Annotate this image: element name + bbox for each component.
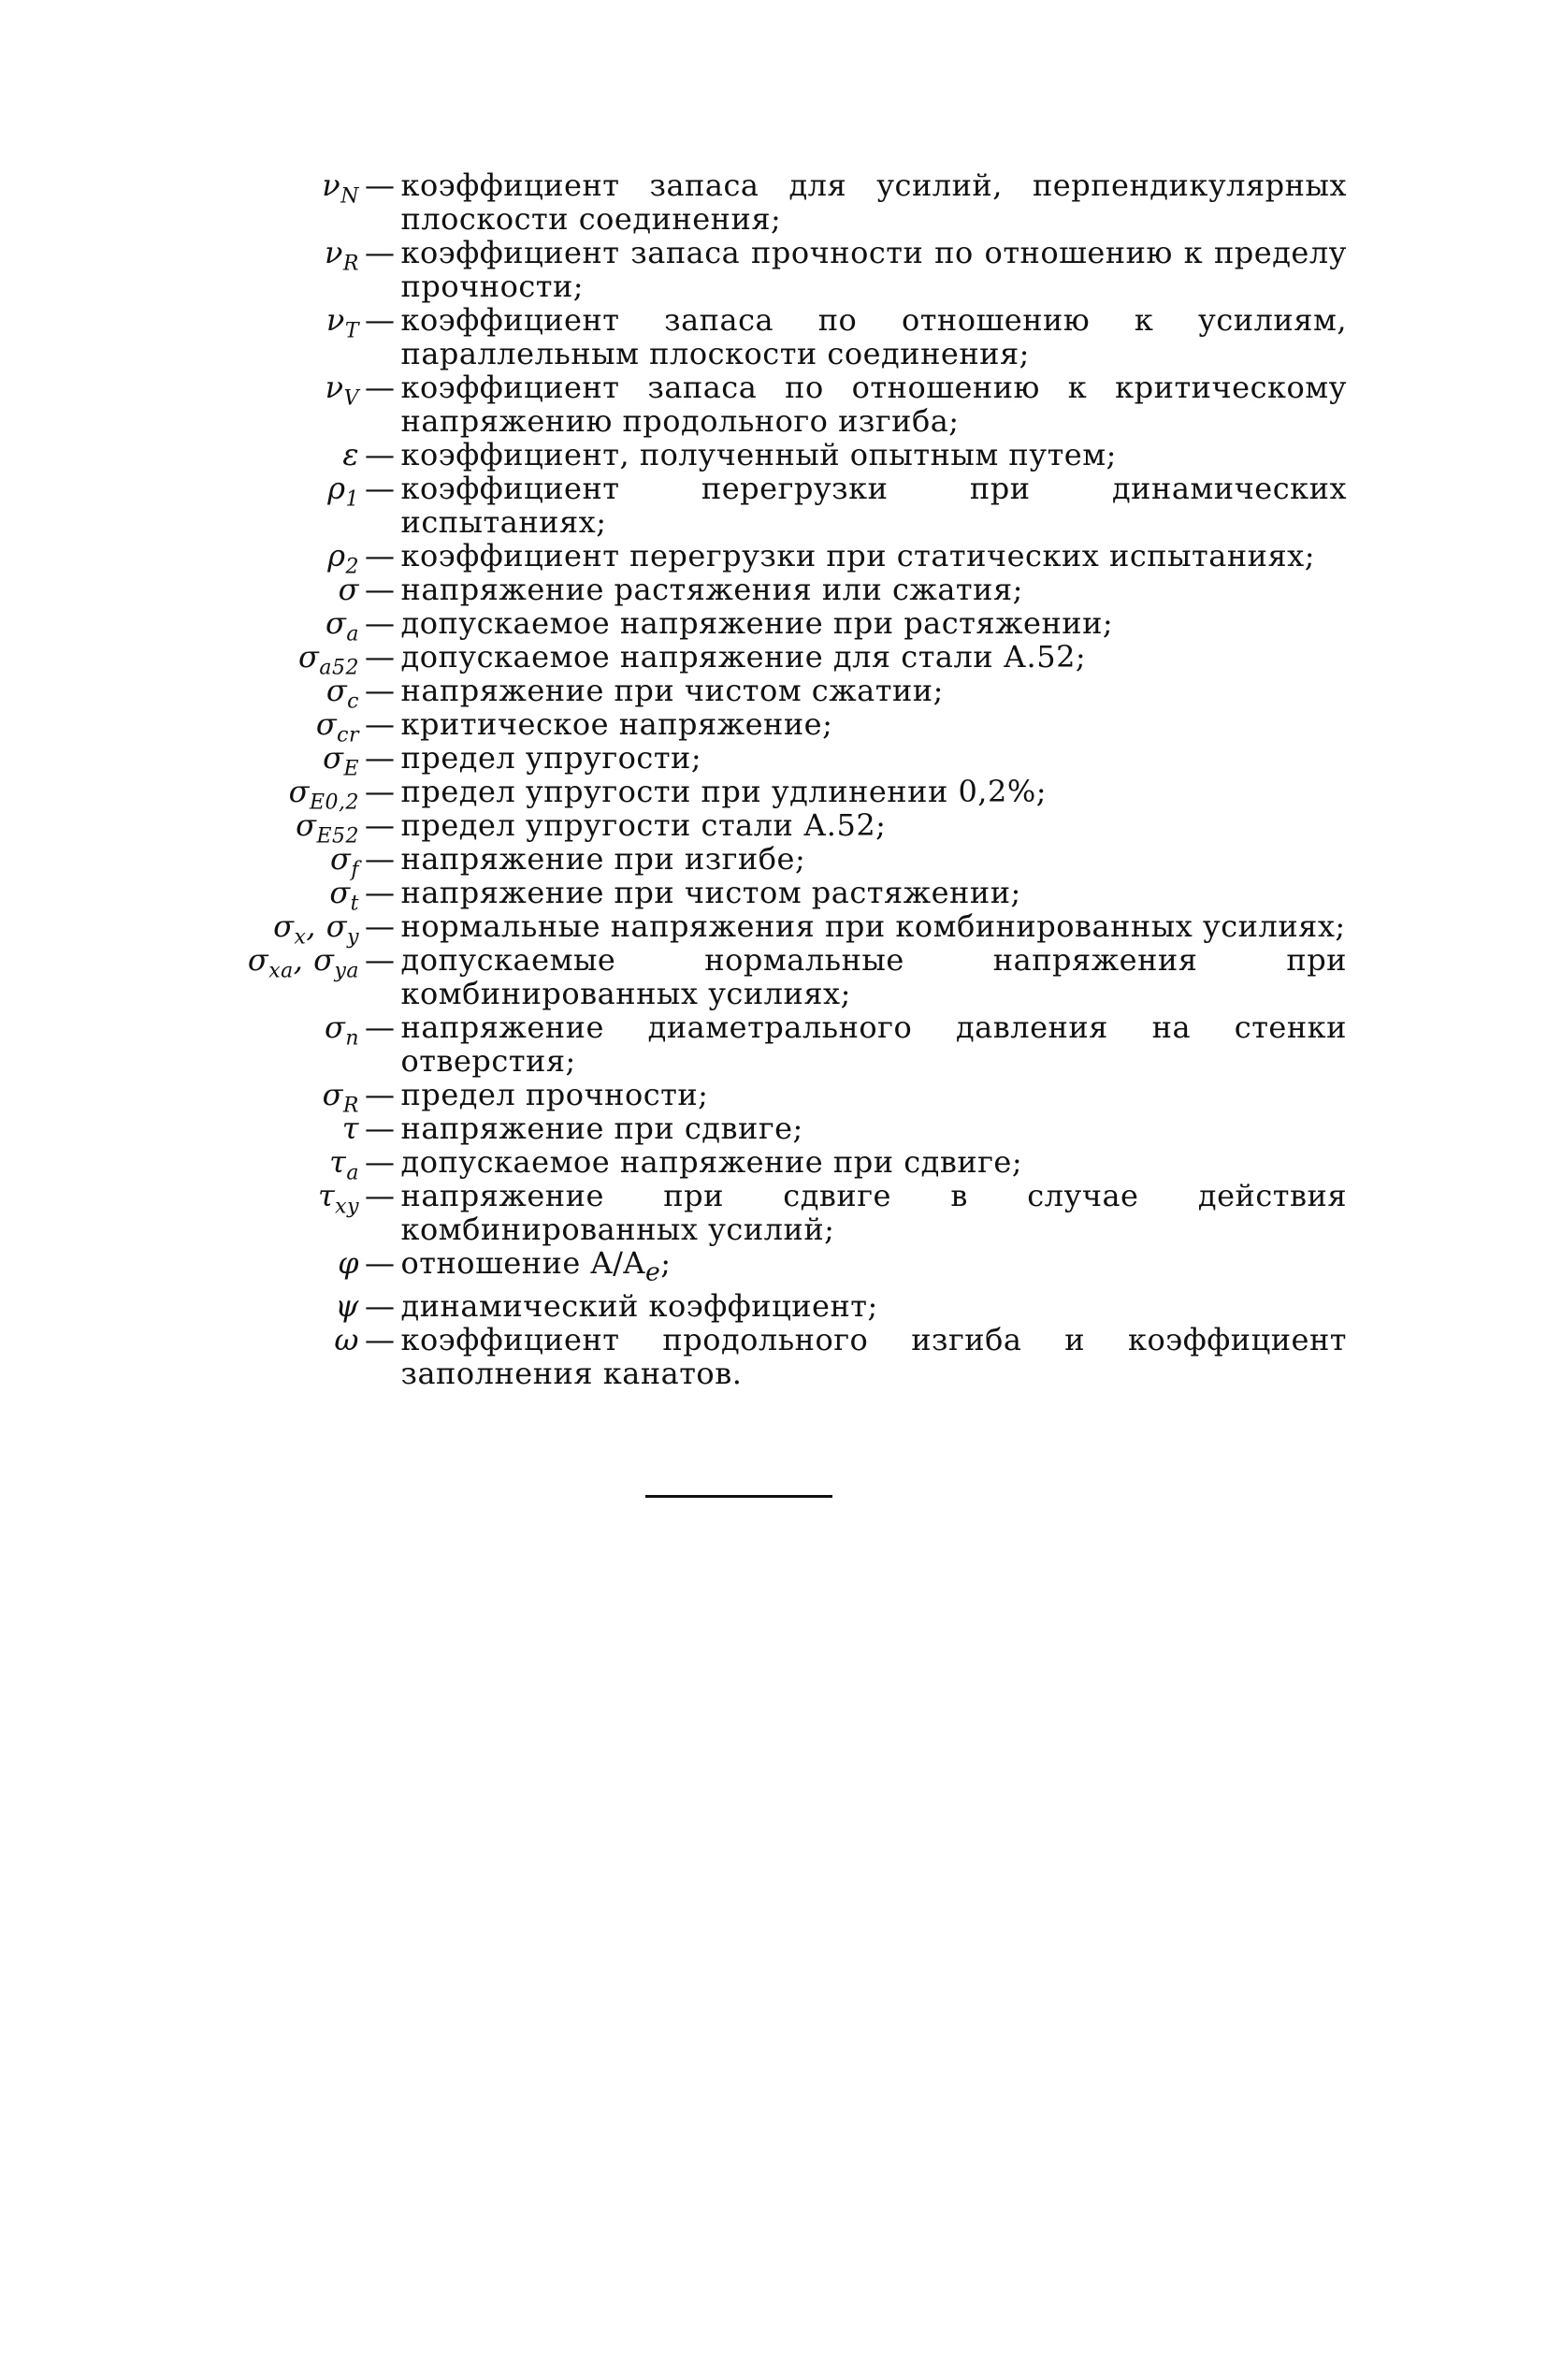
notation-entry (150, 303, 1347, 370)
symbol-subscript: a (346, 622, 359, 646)
symbol-letter: σ (325, 605, 347, 641)
symbol-subscript: E0,2 (309, 791, 359, 815)
notation-description: предел прочности; (400, 1077, 709, 1112)
definition-dash: — (365, 1288, 396, 1325)
notation-symbol (150, 807, 365, 849)
notation-description: допускаемое напряжение для стали А.52; (400, 639, 1087, 675)
notation-symbol (150, 1077, 365, 1118)
notation-symbol (150, 673, 365, 714)
definition-dash: — (365, 1009, 396, 1045)
symbol-subscript: x (294, 925, 307, 950)
notation-symbol (150, 573, 365, 606)
notation-entry (150, 1179, 1347, 1246)
notation-description: напряжение растяжения или сжатия; (400, 572, 1023, 607)
symbol-letter: σ (323, 740, 344, 776)
notation-symbol (150, 1144, 365, 1185)
notation-entry (150, 1246, 1347, 1289)
symbol-letter: ψ (335, 1288, 359, 1325)
symbol-letter: σ (325, 908, 348, 944)
section-end-rule (645, 1495, 832, 1498)
symbol-letter: σ (325, 673, 348, 708)
notation-entry (150, 236, 1347, 303)
notation-symbol: $\sigma_{xa}$, $\sigma_{ya}$ (247, 942, 359, 983)
notation-symbol (150, 875, 365, 916)
definition-dash: — (365, 605, 396, 641)
notation-description: напряжение при чистом сжатии; (400, 673, 944, 708)
symbol-subscript: n (345, 1026, 359, 1051)
symbol-subscript: cr (337, 723, 359, 747)
notation-entry (150, 168, 1347, 236)
notation-symbol (150, 639, 365, 680)
notation-description: напряжение при изгибе; (400, 841, 806, 877)
symbol-subscript: T (344, 319, 359, 343)
symbol-subscript: y (347, 925, 359, 950)
symbol-subscript: R (342, 1094, 359, 1118)
description-subscript: e (645, 1257, 661, 1287)
notation-description: предел упругости при удлинении 0,2%; (400, 774, 1048, 809)
definition-dash: — (365, 875, 396, 910)
notation-entry (150, 1111, 1347, 1145)
definition-dash: — (365, 706, 396, 742)
definition-dash: — (365, 370, 396, 405)
symbol-letter: τ (317, 1178, 336, 1213)
symbol-letter: σ (338, 572, 359, 607)
notation-entry (150, 841, 1347, 882)
symbol-subscript: 2 (345, 555, 359, 579)
symbol-letter: ρ (327, 471, 346, 506)
definition-dash: — (365, 1178, 396, 1213)
notation-list (150, 168, 1347, 1390)
notation-symbol (150, 1009, 365, 1051)
notation-entry (150, 538, 1347, 579)
notation-entry (150, 1323, 1347, 1390)
symbol-letter: σ (315, 706, 338, 742)
symbol-subscript: N (340, 184, 359, 209)
symbol-subscript: t (350, 892, 359, 916)
notation-description: критическое напряжение; (400, 706, 833, 742)
definition-dash: — (365, 807, 396, 843)
notation-entry (150, 1289, 1347, 1323)
notation-entry (150, 706, 1347, 747)
definition-dash: — (365, 673, 396, 708)
notation-entry (150, 605, 1347, 646)
notation-entry (150, 1010, 1347, 1078)
notation-entry (150, 673, 1347, 714)
symbol-letter: τ (341, 1110, 359, 1146)
notation-description: коэффициент запаса прочности по отношению к пределу прочности; (400, 235, 1347, 304)
notation-description: коэффициент запаса для усилий, перпендикулярных плоскости соединения; (400, 167, 1347, 237)
symbol-letter: σ (298, 639, 320, 675)
definition-dash: — (365, 302, 396, 338)
symbol-letter: ν (322, 167, 341, 203)
definition-dash: — (365, 908, 396, 944)
notation-symbol (150, 1178, 365, 1219)
symbol-letter: σ (296, 807, 317, 843)
symbol-subscript: xy (335, 1195, 359, 1219)
notation-symbol (150, 706, 365, 747)
notation-symbol (150, 538, 365, 579)
definition-dash: — (365, 572, 396, 607)
notation-entry (150, 639, 1347, 680)
notation-symbol (150, 167, 365, 209)
definition-dash: — (365, 942, 396, 978)
definition-dash: — (365, 1077, 396, 1112)
definition-dash: — (365, 774, 396, 809)
symbol-letter: σ (273, 908, 295, 944)
symbol-letter: ε (342, 437, 359, 472)
notation-entry (150, 943, 1347, 1010)
notation-symbol (150, 1323, 365, 1357)
notation-description: допускаемые нормальные напряжения при комбинированных усилиях; (400, 942, 1347, 1011)
notation-entry (150, 472, 1347, 539)
definition-dash: — (365, 1110, 396, 1146)
definition-dash: — (365, 437, 396, 472)
symbol-subscript: R (342, 252, 359, 276)
notation-entry (150, 438, 1347, 472)
notation-description: напряжение при сдвиге в случае действия комбинированных усилий; (400, 1178, 1347, 1247)
notation-entry (150, 875, 1347, 916)
notation-description: коэффициент запаса по отношению к критическому напряжению продольного изгиба; (400, 370, 1347, 439)
notation-description: допускаемое напряжение при растяжении; (400, 605, 1114, 641)
symbol-subscript: E (343, 757, 359, 781)
notation-description: коэффициент перегрузки при статических испытаниях; (400, 538, 1315, 573)
definition-dash: — (365, 841, 396, 877)
symbol-letter: τ (329, 1144, 347, 1180)
notation-symbol: $\sigma_x$, $\sigma_y$ (273, 908, 359, 950)
symbol-letter: σ (330, 841, 352, 877)
symbol-letter: ν (325, 302, 345, 338)
notation-description: предел упругости стали А.52; (400, 807, 887, 843)
notation-description: напряжение диаметрального давления на стенки отверстия; (400, 1009, 1347, 1079)
notation-symbol (150, 370, 365, 411)
definition-dash: — (365, 235, 396, 270)
notation-entry (150, 370, 1347, 438)
notation-symbol (150, 302, 365, 343)
symbol-subscript: a (346, 1161, 359, 1185)
symbol-subscript: xa (268, 959, 294, 983)
symbol-subscript: f (351, 858, 359, 882)
definition-dash: — (365, 639, 396, 675)
definition-dash: — (365, 167, 396, 203)
notation-symbol (150, 605, 365, 646)
symbol-letter: σ (329, 875, 351, 910)
symbol-subscript: a52 (319, 656, 359, 680)
notation-description: динамический коэффициент; (400, 1288, 878, 1325)
definition-dash: — (365, 471, 396, 506)
symbol-letter: ρ (327, 538, 346, 573)
notation-entry (150, 807, 1347, 849)
notation-entry (150, 1144, 1347, 1185)
notation-description: коэффициент продольного изгиба и коэффициент заполнения канатов. (400, 1322, 1347, 1392)
notation-description: нормальные напряжения при комбинированных усилиях; (400, 908, 1346, 944)
notation-symbol (150, 235, 365, 276)
notation-entry (150, 740, 1347, 781)
symbol-subscript: c (347, 689, 359, 714)
notation-entry (150, 573, 1347, 606)
definition-dash: — (365, 1245, 396, 1281)
notation-symbol (150, 1289, 365, 1323)
notation-symbol (150, 471, 365, 512)
notation-description: предел упругости; (400, 740, 702, 776)
symbol-subscript: V (343, 386, 359, 411)
symbol-subscript: ya (334, 959, 359, 983)
symbol-subscript: 1 (345, 487, 359, 512)
notation-description: коэффициент запаса по отношению к усилиям, параллельным плоскости соединения; (400, 302, 1347, 371)
definition-dash: — (365, 740, 396, 776)
notation-symbol (150, 774, 365, 815)
symbol-letter: σ (324, 1009, 346, 1045)
notation-symbol (150, 740, 365, 781)
notation-symbol (150, 1111, 365, 1145)
symbol-letter: ν (325, 370, 344, 405)
notation-description: коэффициент, полученный опытным путем; (400, 437, 1117, 472)
definition-dash: — (365, 1322, 396, 1358)
notation-symbol (150, 438, 365, 472)
symbol-letter: σ (313, 942, 335, 978)
symbol-subscript: E52 (316, 824, 359, 849)
notation-symbol (150, 1246, 365, 1280)
symbol-letter: φ (338, 1245, 359, 1281)
notation-entry (150, 1077, 1347, 1118)
notation-symbol (150, 841, 365, 882)
symbol-letter: σ (247, 942, 269, 978)
notation-description: напряжение при чистом растяжении; (400, 875, 1021, 910)
symbol-letter: σ (322, 1077, 343, 1112)
definition-dash: — (365, 538, 396, 573)
notation-description: допускаемое напряжение при сдвиге; (400, 1144, 1023, 1180)
notation-description: напряжение при сдвиге; (400, 1110, 803, 1146)
notation-description: коэффициент перегрузки при динамических испытаниях; (400, 471, 1347, 540)
notation-entry (150, 908, 1347, 950)
notation-entry (150, 774, 1347, 815)
symbol-letter: ν (324, 235, 343, 270)
symbol-letter: ω (334, 1322, 359, 1358)
notation-description: отношение $A/A_e$; (400, 1245, 672, 1287)
definition-dash: — (365, 1144, 396, 1180)
symbol-letter: σ (288, 774, 310, 809)
